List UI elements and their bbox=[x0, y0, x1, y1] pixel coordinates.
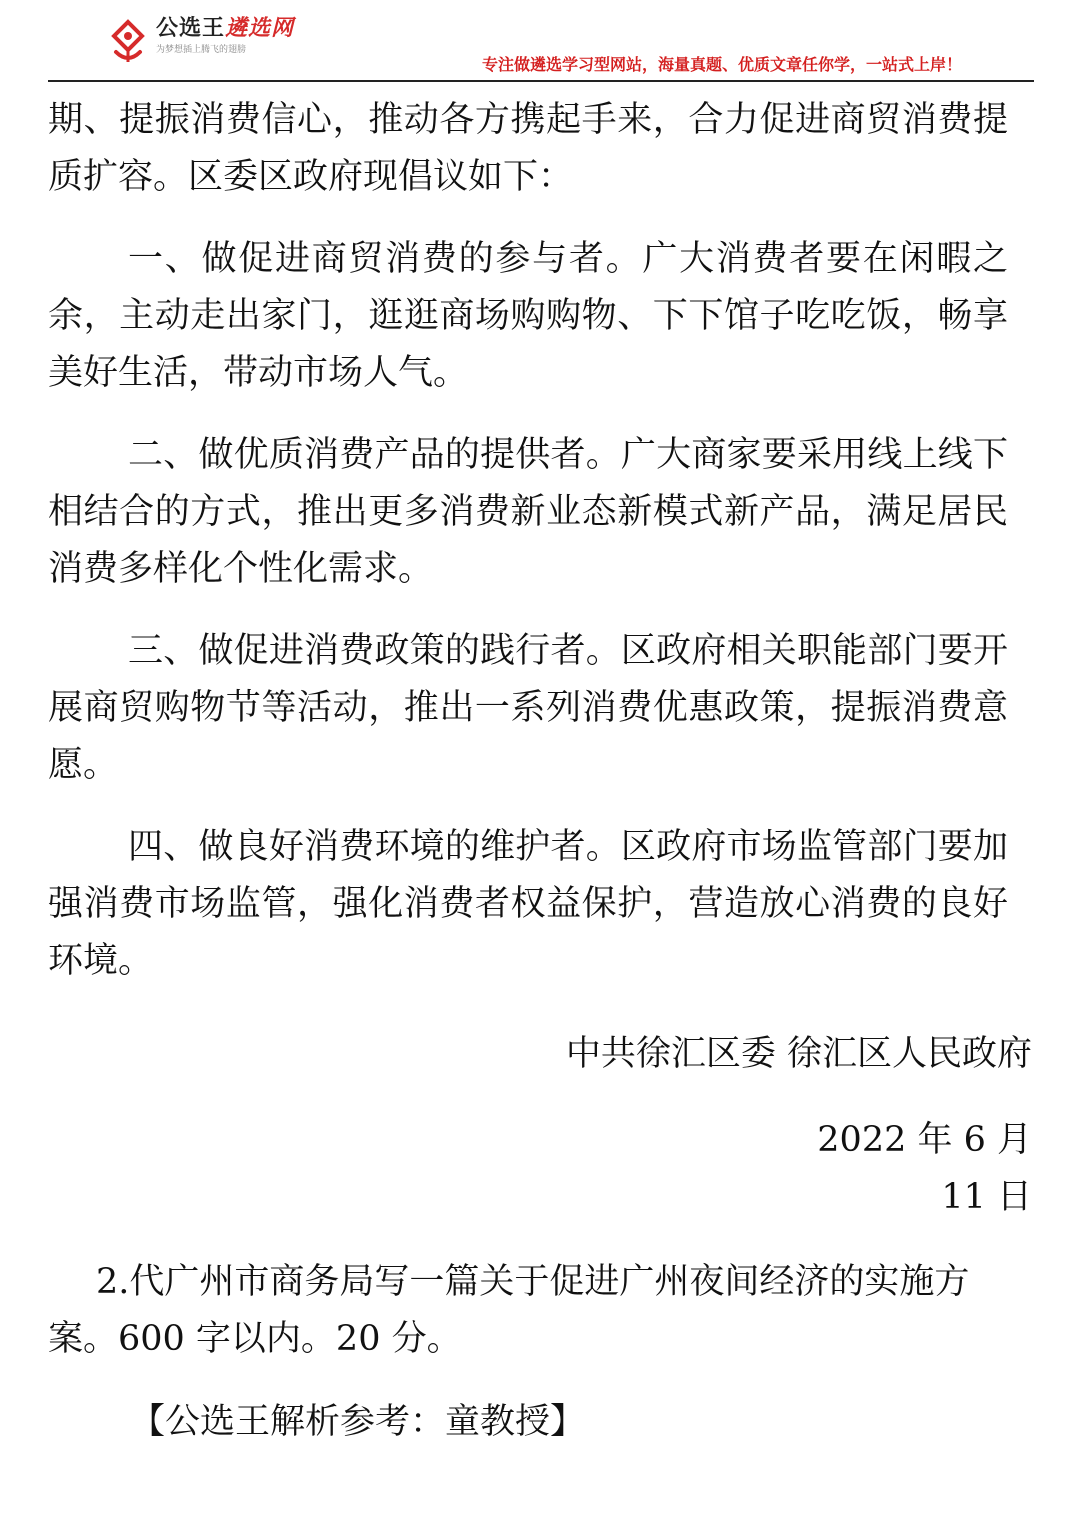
brand-name bbox=[156, 18, 294, 40]
paragraph-proposal-3: 三、做促进消费政策的践行者。区政府相关职能部门要开展商贸购物节等活动，推出一系列消费优惠政策，提振消费意愿。 bbox=[48, 631, 1008, 785]
paragraph-proposal-1: 一、做促进商贸消费的参与者。广大消费者要在闲暇之余，主动走出家门，逛逛商场购购物、下下馆子吃吃饭，畅享美好生活，带动市场人气。 bbox=[48, 239, 1008, 393]
page-header bbox=[0, 0, 1080, 82]
paragraph-proposal-4: 四、做良好消费环境的维护者。区政府市场监管部门要加强消费市场监管，强化消费者权益保护，营造放心消费的良好环境。 bbox=[48, 827, 1008, 981]
document-body bbox=[48, 92, 1008, 990]
header-divider bbox=[48, 80, 1034, 82]
brand-name-accent: 遴选网 bbox=[225, 16, 295, 41]
question-2: 2.代广州市商务局写一篇关于促进广州夜间经济的实施方案。600 字以内。20 分。 bbox=[48, 1262, 970, 1359]
paragraph-intro-continuation: 期、提振消费信心，推动各方携起手来，合力促进商贸消费提质扩容。区委区政府现倡议如下： bbox=[48, 100, 1008, 197]
brand-logo bbox=[108, 18, 294, 66]
paragraph-proposal-2: 二、做优质消费产品的提供者。广大商家要采用线上线下相结合的方式，推出更多消费新业态新模式新产品，满足居民消费多样化个性化需求。 bbox=[48, 435, 1008, 589]
document-date: 2022 年 6 月 11 日 bbox=[817, 1120, 1032, 1217]
answer-reference-label: 【公选王解析参考：童教授】 bbox=[130, 1402, 586, 1442]
brand-slogan: 为梦想插上腾飞的翅膀 bbox=[156, 45, 247, 55]
gongxuanwang-logo-icon bbox=[108, 18, 148, 66]
header-tagline: 专注做遴选学习型网站，海量真题、优质文章任你学，一站式上岸！ bbox=[481, 55, 962, 74]
brand-name-main: 公选王 bbox=[156, 16, 226, 41]
signature-line: 中共徐汇区委 徐汇区人民政府 bbox=[565, 1034, 1032, 1074]
